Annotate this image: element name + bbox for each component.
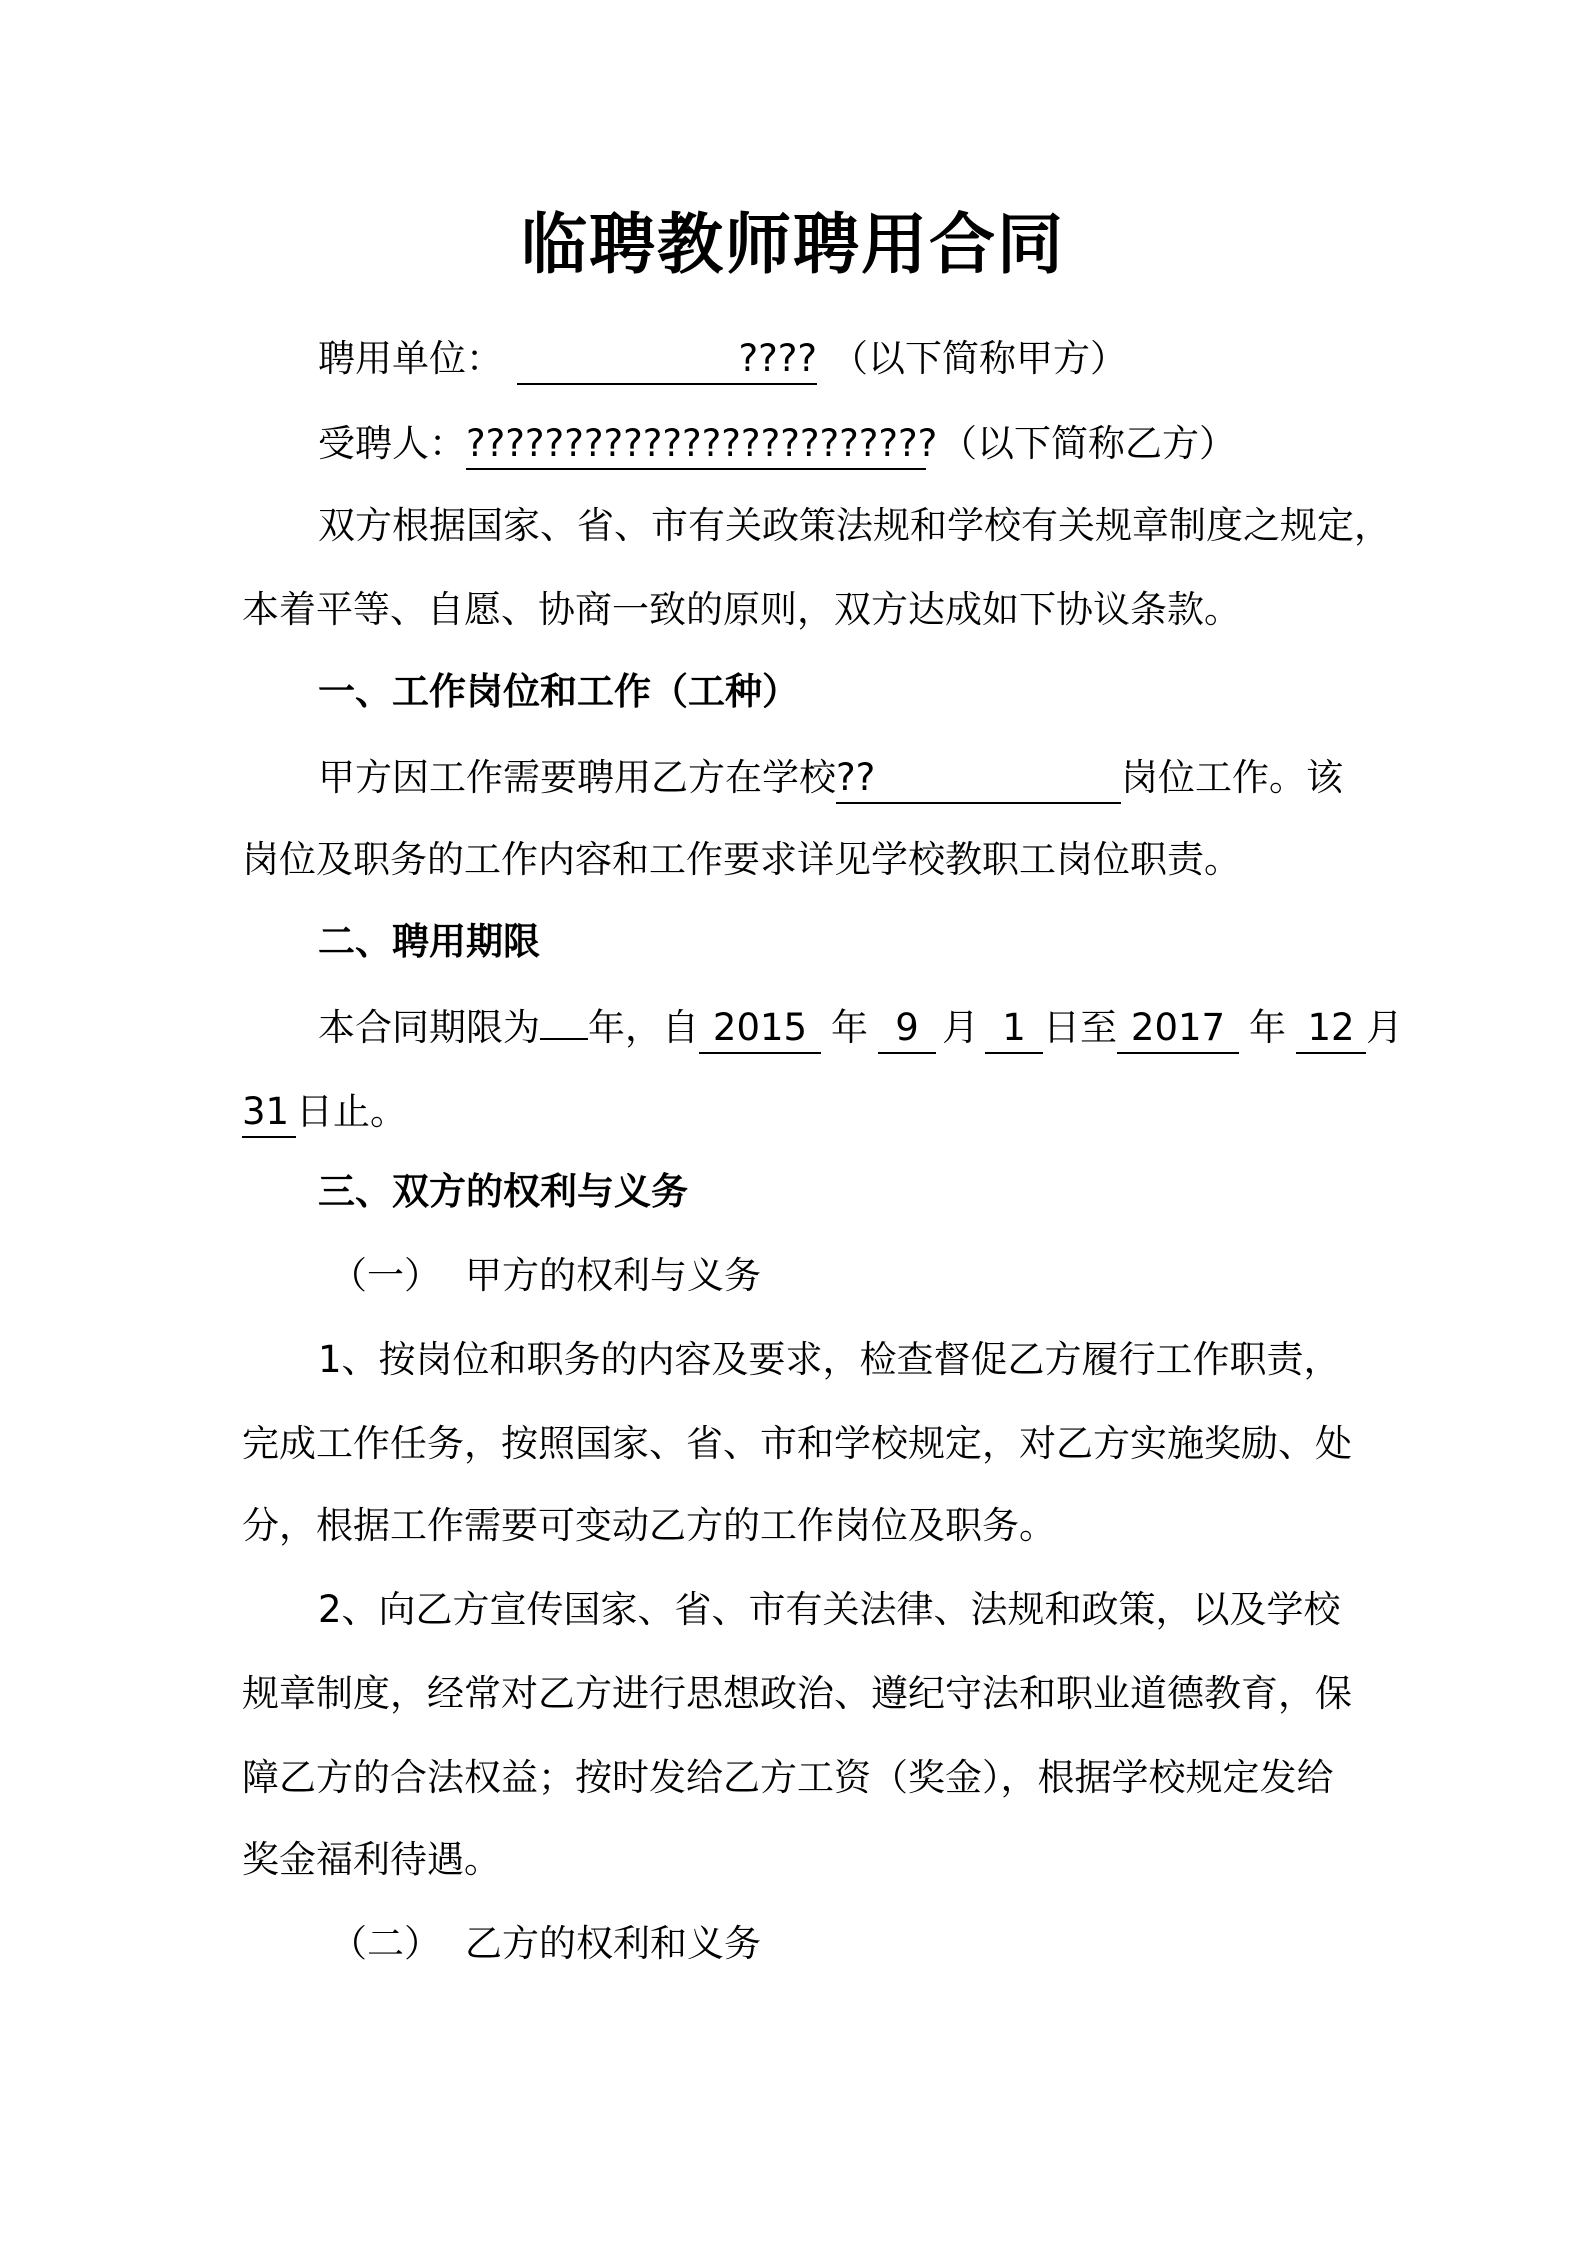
term-text-year-from: 年，自: [588, 1006, 699, 1049]
term-prefix: 本合同期限为: [318, 1006, 540, 1049]
item2-line-4: 奖金福利待遇。: [242, 1838, 501, 1881]
term-text-day-to: 日至: [1043, 1006, 1117, 1049]
term-text-year-2: 年: [1249, 1006, 1286, 1049]
item1-line-1: 1、按岗位和职务的内容及要求，检查督促乙方履行工作职责，: [318, 1338, 1341, 1381]
start-year-value: 2015: [699, 1004, 821, 1054]
position-value: ??: [836, 754, 1121, 804]
term-text-month: 月: [942, 1006, 979, 1049]
end-day-value: 31: [242, 1088, 296, 1138]
subsection2-title: 乙方的权利和义务: [465, 1922, 761, 1965]
item1-line-3: 分，根据工作需要可变动乙方的工作岗位及职务。: [242, 1504, 1056, 1547]
subsection1-title: 甲方的权利与义务: [465, 1254, 761, 1297]
employee-suffix: （以下简称乙方）: [940, 422, 1236, 465]
section1-line-2: 岗位及职务的工作内容和工作要求详见学校教职工岗位职责。: [242, 838, 1241, 881]
subsection2-num: （二）: [330, 1922, 441, 1965]
term-text-year: 年: [831, 1006, 868, 1049]
employee-value: ????????????????????????: [466, 420, 926, 470]
section1-prefix: 甲方因工作需要聘用乙方在学校: [318, 756, 836, 799]
employer-label: 聘用单位：: [318, 337, 503, 380]
section3-heading: 三、双方的权利与义务: [318, 1170, 688, 1213]
term-years-value: [540, 1038, 588, 1040]
subsection1-num: （一）: [330, 1254, 441, 1297]
start-day-value: 1: [985, 1004, 1043, 1054]
section2-heading: 二、聘用期限: [318, 920, 540, 963]
employer-suffix: （以下简称甲方）: [831, 337, 1127, 380]
end-month-value: 12: [1296, 1004, 1366, 1054]
section1-heading: 一、工作岗位和工作（工种）: [318, 670, 799, 713]
intro-line-2: 本着平等、自愿、协商一致的原则，双方达成如下协议条款。: [242, 588, 1241, 631]
employee-line: [318, 418, 1236, 470]
start-month-value: 9: [878, 1004, 936, 1054]
subsection1-heading: [330, 1250, 761, 1302]
section1-suffix: 岗位工作。该: [1121, 756, 1343, 799]
term-line-2: [242, 1086, 407, 1138]
intro-line-1: 双方根据国家、省、市有关政策法规和学校有关规章制度之规定，: [318, 504, 1391, 547]
term-line: [318, 1002, 1403, 1054]
section1-line-1: [318, 752, 1343, 804]
item2-line-1: 2、向乙方宣传国家、省、市有关法律、法规和政策，以及学校: [318, 1588, 1341, 1631]
item2-line-2: 规章制度，经常对乙方进行思想政治、遵纪守法和职业道德教育，保: [242, 1672, 1352, 1715]
item1-line-2: 完成工作任务，按照国家、省、市和学校规定，对乙方实施奖励、处: [242, 1422, 1352, 1465]
employee-label: 受聘人：: [318, 422, 466, 465]
end-year-value: 2017: [1117, 1004, 1239, 1054]
term-text-month-2: 月: [1366, 1006, 1403, 1049]
document-title: 临聘教师聘用合同: [521, 206, 1065, 283]
employer-value: ????: [517, 335, 817, 385]
term-text-end: 日止。: [296, 1090, 407, 1133]
item2-line-3: 障乙方的合法权益；按时发给乙方工资（奖金），根据学校规定发给: [242, 1756, 1334, 1799]
subsection2-heading: [330, 1918, 761, 1970]
employer-line: [318, 333, 1127, 385]
